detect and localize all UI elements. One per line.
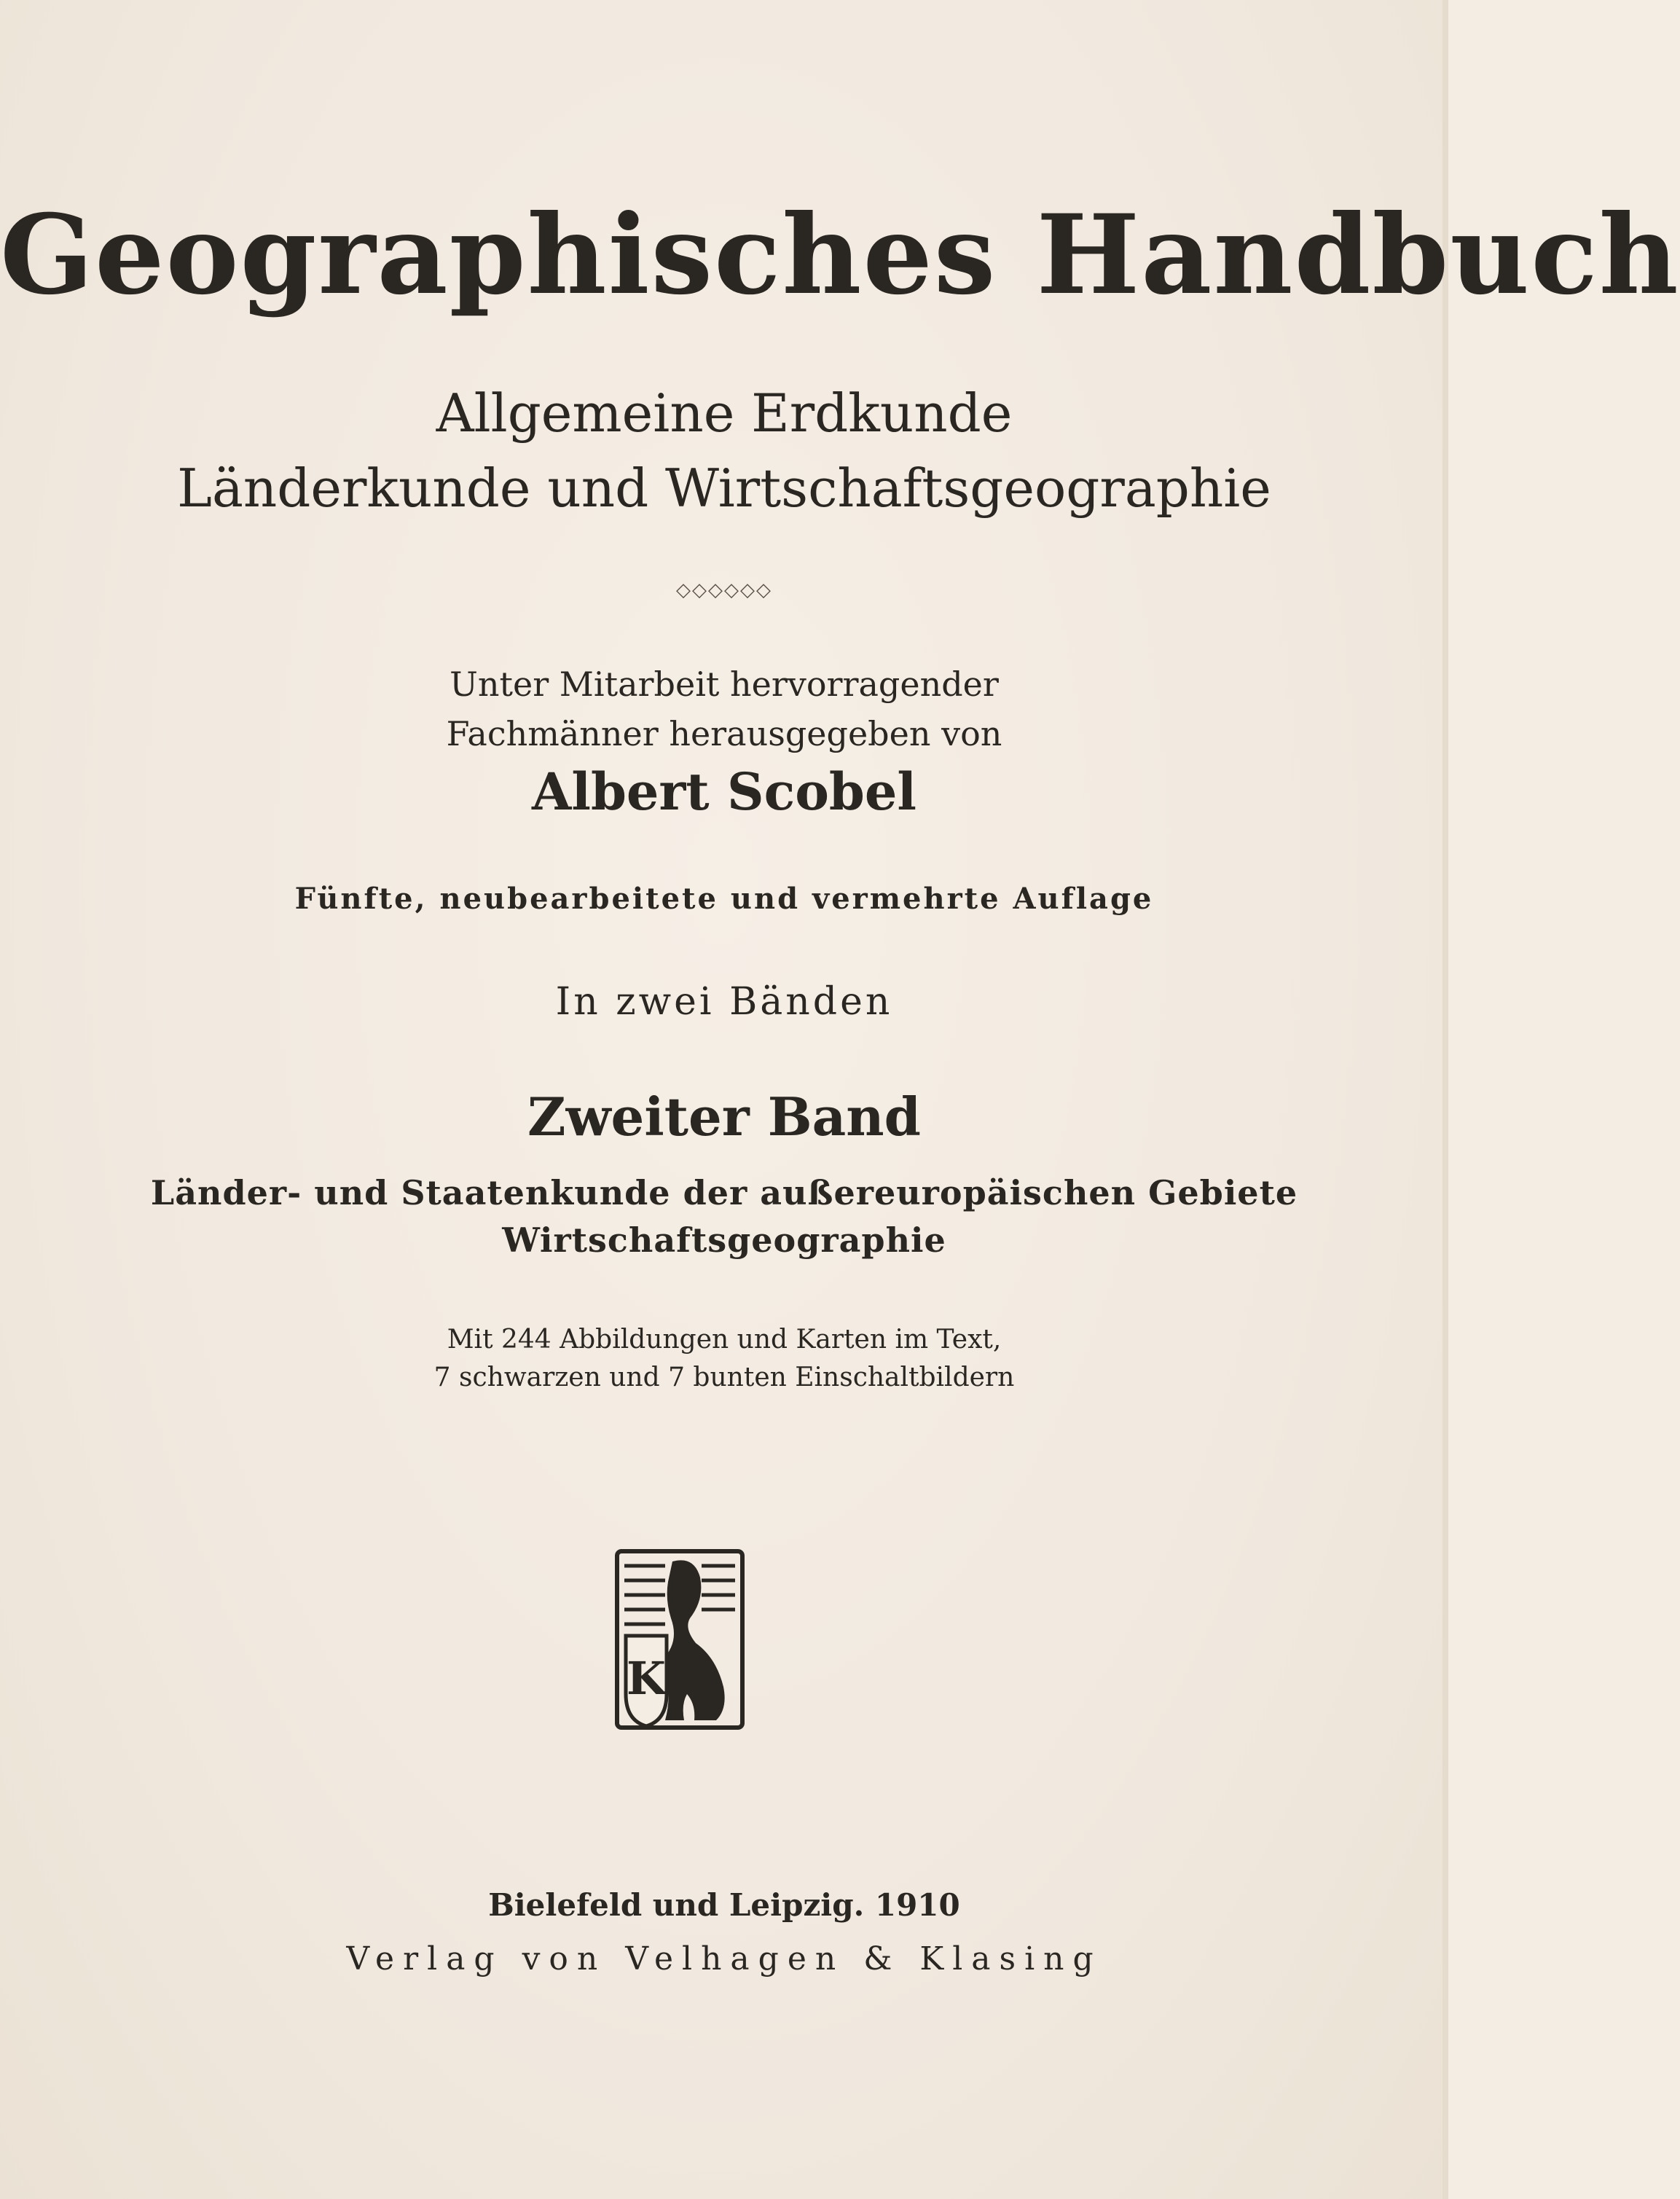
illustrations-line-2: 7 schwarzen und 7 bunten Einschaltbildern	[433, 1363, 1015, 1392]
ornament-divider: ◇◇◇◇◇◇	[676, 579, 772, 601]
subtitle-line-2: Länderkunde und Wirtschaftsgeographie	[177, 458, 1271, 519]
illustrations-line-1: Mit 244 Abbildungen und Karten im Text,	[447, 1325, 1002, 1355]
emblem-monogram: K	[627, 1652, 666, 1705]
contributors-line-2: Fachmänner herausgegeben von	[446, 714, 1002, 753]
imprint-place-year: Bielefeld und Leipzig. 1910	[488, 1887, 960, 1923]
volume-title-line-2: Wirtschaftsgeographie	[502, 1220, 946, 1260]
imprint-publisher: Verlag von Velhagen & Klasing	[346, 1940, 1102, 1977]
contributors-line-1: Unter Mitarbeit hervorragender	[450, 665, 999, 704]
lion-figure-icon	[664, 1560, 725, 1720]
publisher-emblem	[614, 1548, 745, 1730]
volume-count: In zwei Bänden	[555, 980, 893, 1024]
volume-title-line-1: Länder- und Staatenkunde der außereuropäischen Gebiete	[150, 1173, 1298, 1212]
subtitle-line-1: Allgemeine Erdkunde	[436, 383, 1013, 444]
book-title: Geographisches Handbuch	[0, 191, 1680, 319]
volume-number: Zweiter Band	[527, 1086, 921, 1148]
editor-name: Albert Scobel	[532, 761, 916, 822]
edition-statement: Fünfte, neubearbeitete und vermehrte Auflage	[294, 882, 1154, 916]
